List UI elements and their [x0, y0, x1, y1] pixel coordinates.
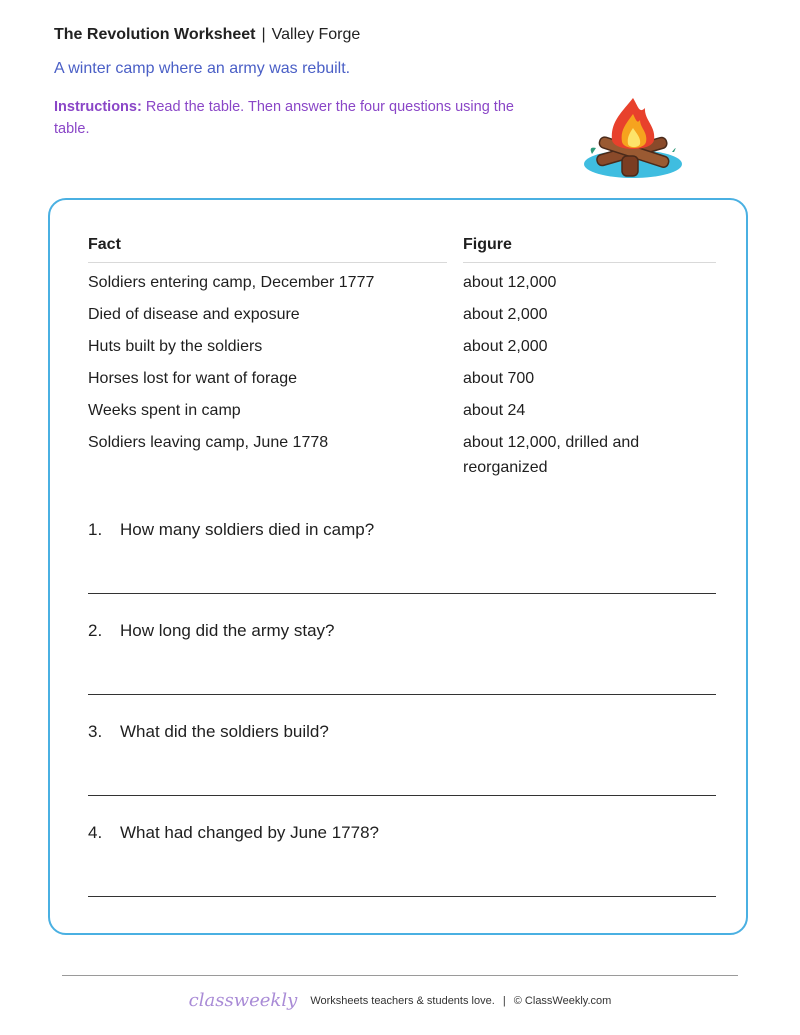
figure-cell: about 12,000 [463, 274, 557, 291]
figure-cell: about 12,000, drilled and reorganized [463, 434, 640, 476]
question-prompt: How many soldiers died in camp? [120, 520, 375, 539]
footer [0, 990, 800, 1011]
question-text [88, 823, 379, 843]
fact-cell: Horses lost for want of forage [88, 370, 297, 387]
footer-copyright: © ClassWeekly.com [513, 995, 612, 1007]
question-text [88, 621, 335, 641]
instructions-text: Read the table. Then answer the four questions using the table. [54, 99, 514, 137]
question-prompt: What did the soldiers build? [120, 722, 329, 741]
worksheet-title [54, 26, 360, 44]
answer-line[interactable] [88, 593, 716, 594]
table-row [88, 270, 716, 295]
title-separator: | [261, 26, 266, 43]
question-item [88, 722, 716, 823]
worksheet-card [48, 198, 748, 935]
fact-cell: Huts built by the soldiers [88, 338, 263, 355]
figure-cell: about 2,000 [463, 306, 548, 323]
answer-line[interactable] [88, 896, 716, 897]
brand-logo: classweekly [188, 990, 298, 1011]
questions-list [88, 520, 716, 924]
answer-line[interactable] [88, 795, 716, 796]
fact-cell: Weeks spent in camp [88, 402, 241, 419]
footer-separator: | [502, 995, 506, 1007]
question-number: 3. [88, 722, 103, 741]
question-item [88, 621, 716, 722]
header-figure: Figure [463, 236, 716, 263]
instructions [54, 96, 534, 140]
fact-cell: Died of disease and exposure [88, 306, 300, 323]
subtitle: A winter camp where an army was rebuilt. [54, 60, 351, 77]
answer-line[interactable] [88, 694, 716, 695]
facts-table [88, 236, 716, 487]
footer-divider [62, 975, 738, 976]
table-row [88, 334, 716, 359]
figure-cell: about 24 [463, 402, 526, 419]
question-item [88, 823, 716, 924]
question-text [88, 722, 329, 742]
question-prompt: How long did the army stay? [120, 621, 335, 640]
instructions-label: Instructions: [54, 99, 142, 115]
question-item [88, 520, 716, 621]
table-row [88, 398, 716, 423]
table-row [88, 366, 716, 391]
topic-name: Valley Forge [271, 26, 361, 43]
table-header [88, 236, 716, 266]
question-number: 4. [88, 823, 103, 842]
series-name: The Revolution Worksheet [54, 26, 256, 43]
table-row [88, 302, 716, 327]
footer-tagline: Worksheets teachers & students love. [310, 995, 495, 1007]
header-fact: Fact [88, 236, 447, 263]
table-row [88, 430, 716, 480]
fact-cell: Soldiers leaving camp, June 1778 [88, 434, 329, 451]
fact-cell: Soldiers entering camp, December 1777 [88, 274, 375, 291]
figure-cell: about 700 [463, 370, 535, 387]
question-prompt: What had changed by June 1778? [120, 823, 379, 842]
question-number: 2. [88, 621, 103, 640]
figure-cell: about 2,000 [463, 338, 548, 355]
question-text [88, 520, 374, 540]
campfire-icon [582, 92, 688, 184]
question-number: 1. [88, 520, 103, 539]
